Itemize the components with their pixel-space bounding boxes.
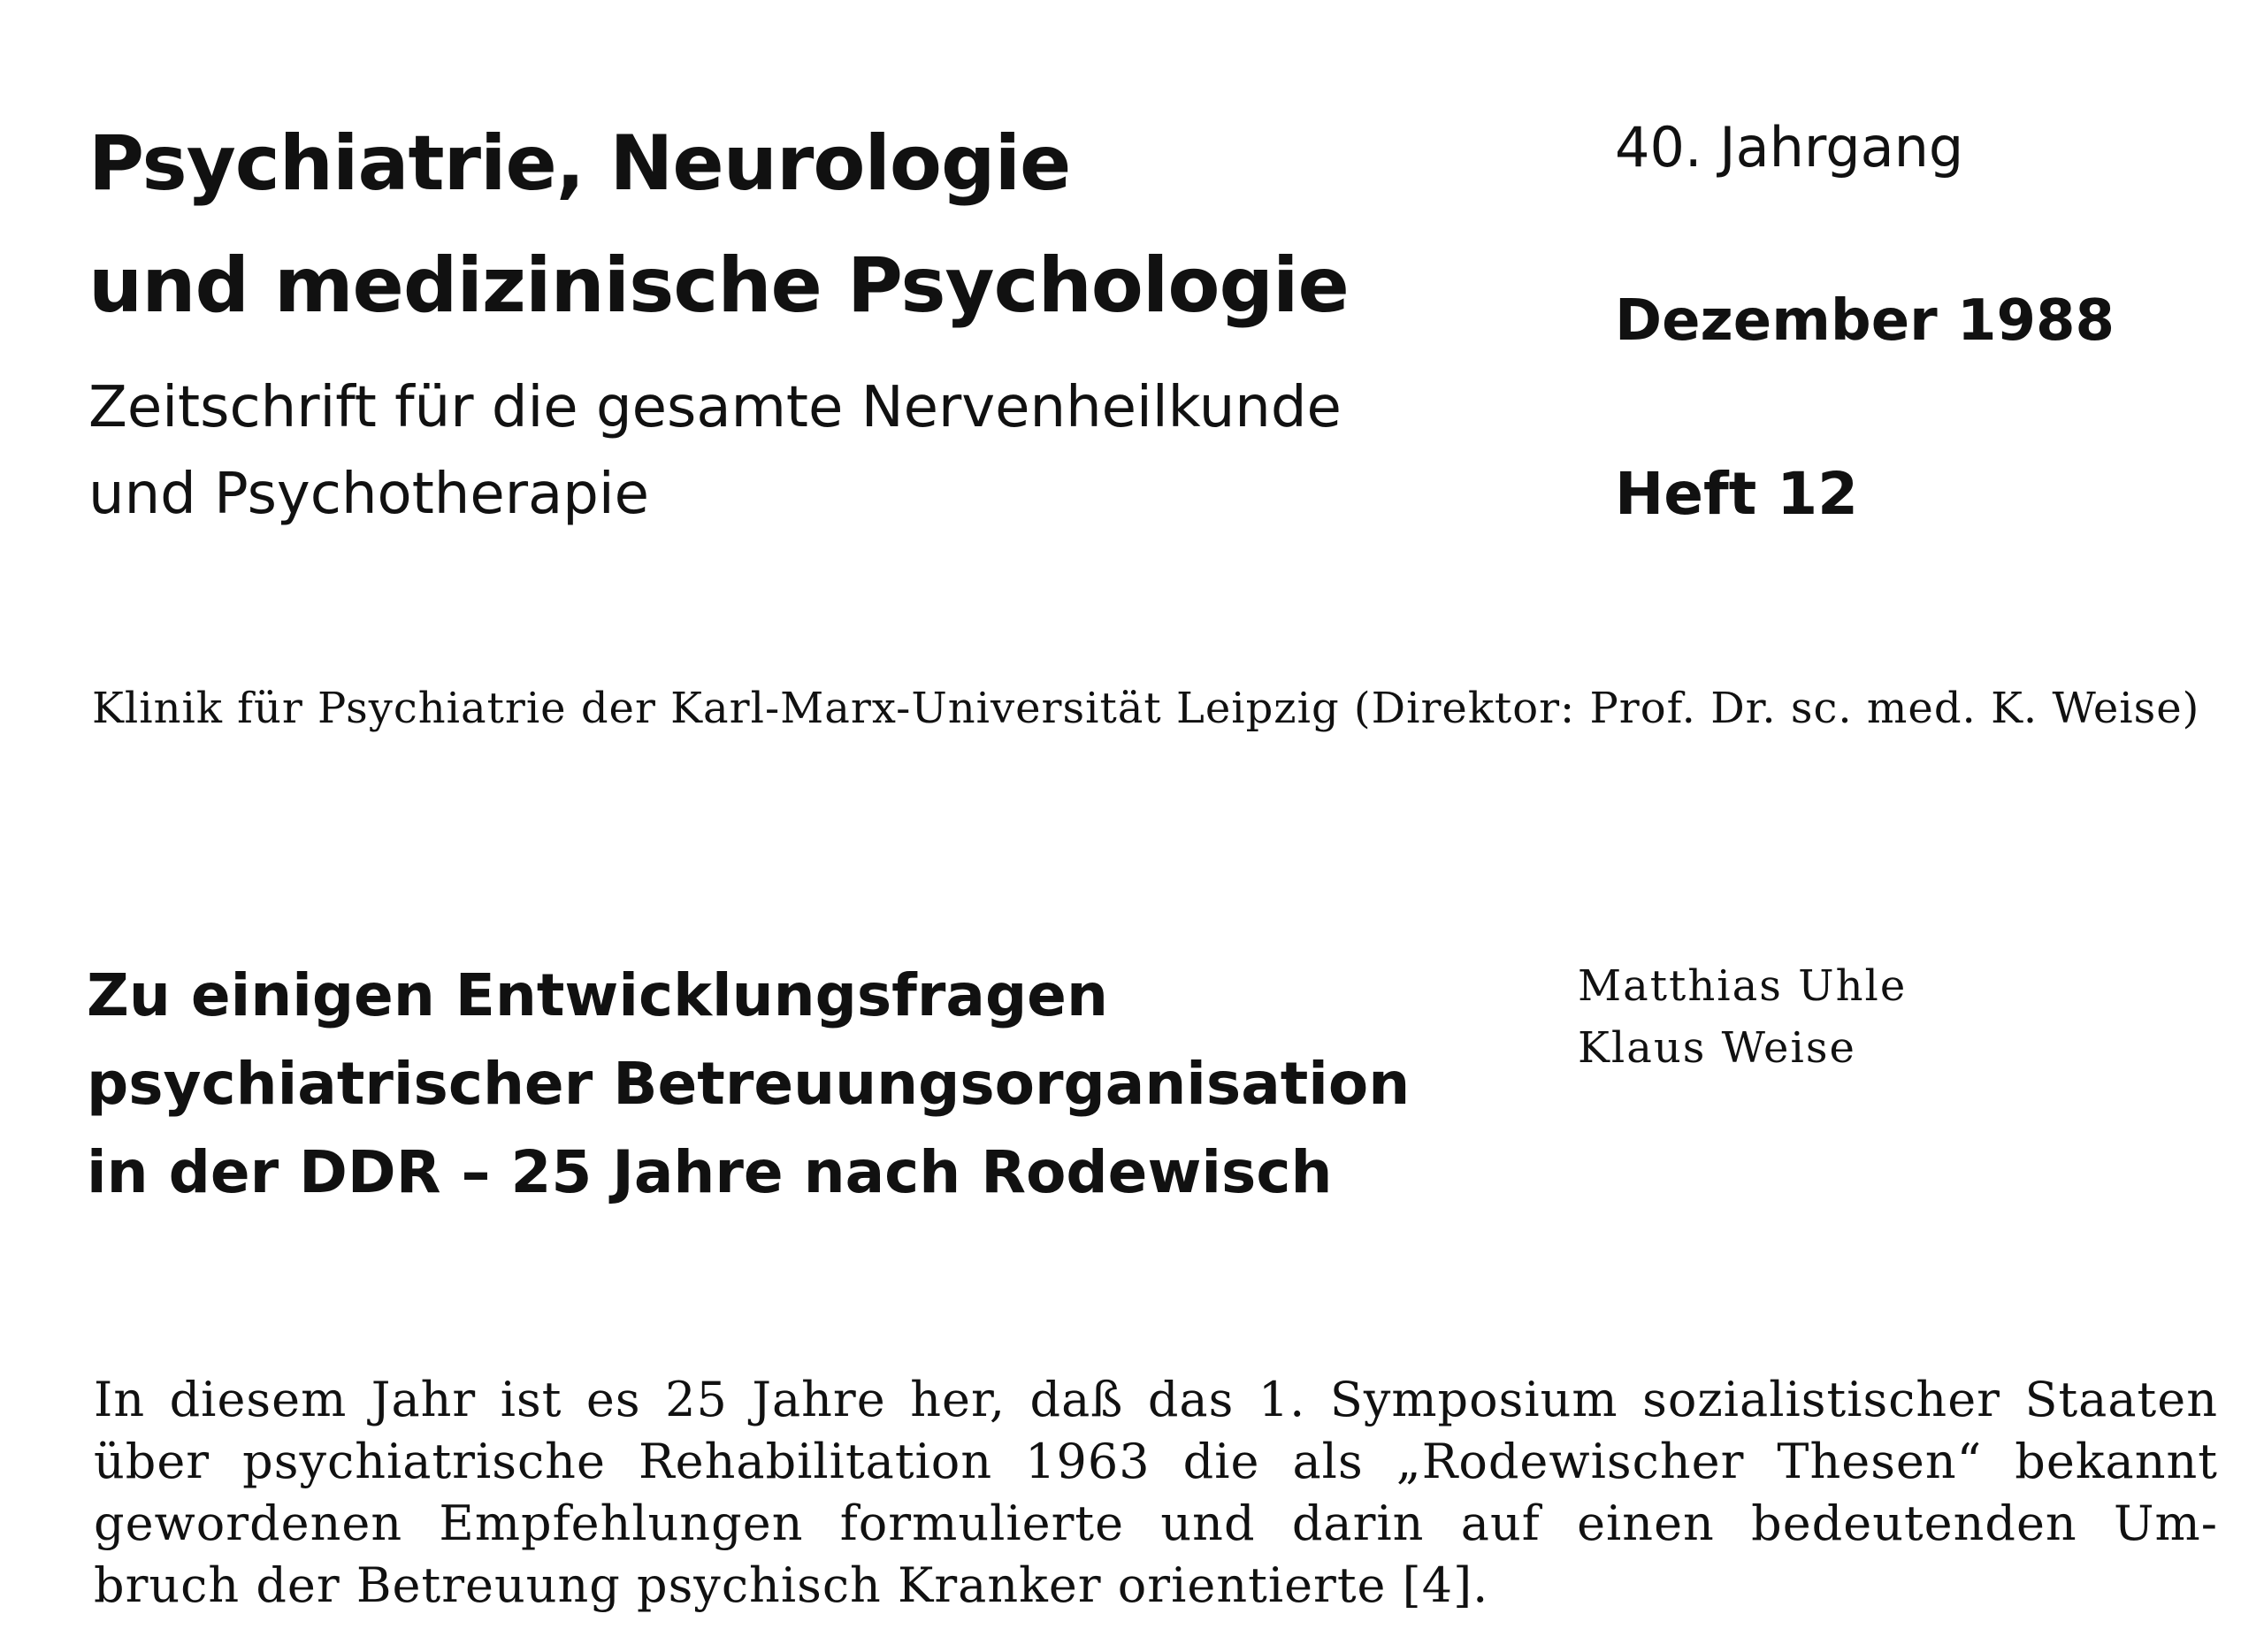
author-name: Matthias Uhle xyxy=(1578,961,1908,1011)
issue-volume: 40. Jahrgang xyxy=(1615,115,1964,180)
body-line: gewordenen Empfehlungen formulierte und darin auf einen bedeutenden Um- xyxy=(94,1495,2218,1551)
body-line: über psychiatrische Rehabilitation 1963 die als „Rodewischer Thesen“ bekannt xyxy=(94,1434,2218,1489)
journal-subtitle-line-1: Zeitschrift für die gesamte Nervenheilkunde xyxy=(88,375,1342,440)
article-title-line-2: psychiatrischer Betreuungsorganisation xyxy=(87,1050,1411,1118)
article-title-line-1: Zu einigen Entwicklungsfragen xyxy=(87,961,1108,1029)
journal-title-line-1: Psychiatrie, Neurologie xyxy=(88,119,1071,208)
affiliation: Klinik für Psychiatrie der Karl-Marx-Universität Leipzig (Direktor: Prof. Dr. sc. med. K. Weise) xyxy=(92,684,2200,733)
journal-subtitle xyxy=(88,364,1342,538)
body-line: In diesem Jahr ist es 25 Jahre her, daß das 1. Symposium sozialistischer Staaten xyxy=(94,1372,2218,1427)
journal-subtitle-line-2: und Psychotherapie xyxy=(88,462,650,527)
body-line: bruch der Betreuung psychisch Kranker orientierte [4]. xyxy=(94,1557,1489,1613)
author-name: Klaus Weise xyxy=(1578,1023,1856,1073)
author-list xyxy=(1578,955,1907,1079)
journal-title xyxy=(88,103,1349,347)
body-paragraph xyxy=(94,1369,2218,1617)
journal-title-line-2: und medizinische Psychologie xyxy=(88,241,1349,330)
issue-number: Heft 12 xyxy=(1615,460,1859,528)
issue-date: Dezember 1988 xyxy=(1615,288,2115,354)
article-title xyxy=(87,952,1410,1217)
article-title-line-3: in der DDR – 25 Jahre nach Rodewisch xyxy=(87,1138,1333,1206)
